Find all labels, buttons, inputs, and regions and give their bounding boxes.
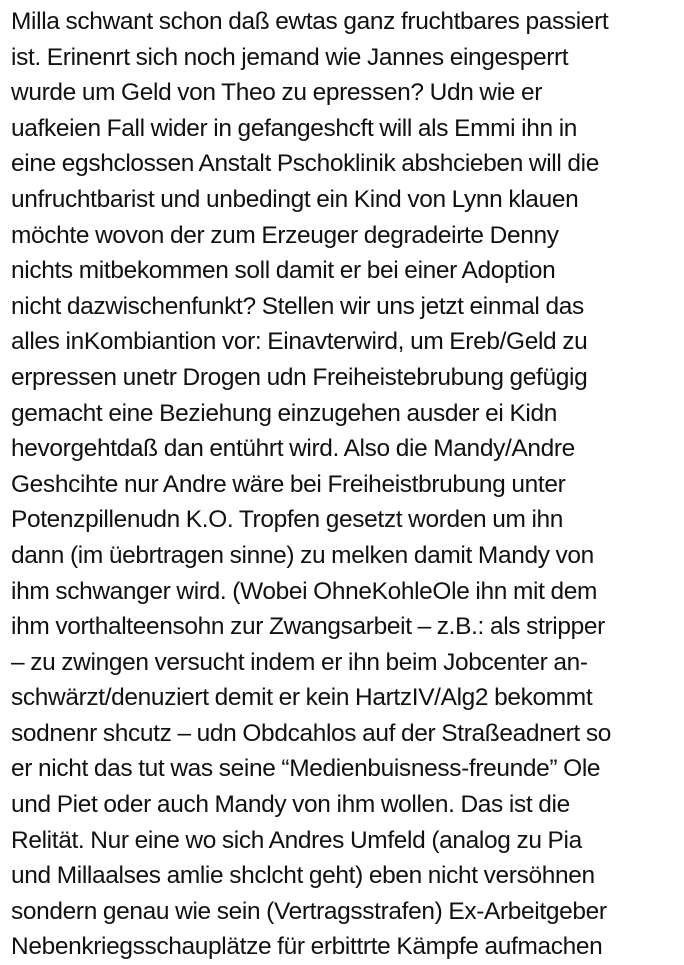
text-line: Relität. Nur eine wo sich Andres Umfeld (analog zu Pia — [11, 826, 582, 854]
text-line: ihm schwanger wird. (Wobei OhneKohleOle ihn mit dem — [11, 577, 598, 605]
text-line: ihm vorthalteensohn zur Zwangsarbeit – z.B.: als stripper — [11, 613, 605, 641]
text-line: gemacht eine Beziehung einzugehen ausder ei Kidn — [11, 399, 558, 427]
text-line: Nebenkriegsschauplätze für erbittrte Kämpfe aufmachen — [11, 933, 603, 961]
text-line: wurde um Geld von Theo zu epressen? Udn wie er — [11, 79, 543, 107]
text-line: Geshcihte nur Andre wäre bei Freiheistbrubung unter — [11, 470, 566, 498]
text-line: nicht dazwischenfunkt? Stellen wir uns jetzt einmal das — [11, 292, 584, 320]
text-line: und Piet oder auch Mandy von ihm wollen. Das ist die — [11, 791, 570, 819]
text-line: unfruchtbarist und unbedingt ein Kind von Lynn klauen — [11, 185, 579, 213]
text-line: sondern genau wie sein (Vertragsstrafen) Ex-Arbeitgeber — [11, 897, 607, 925]
text-line: Milla schwant schon daß ewtas ganz fruchtbares passiert — [11, 8, 609, 35]
text-line: er nicht das tut was seine “Medienbuisness-freunde” Ole — [11, 755, 601, 783]
text-line: dann (im üebrtragen sinne) zu melken damit Mandy von — [11, 541, 594, 569]
text-line: schwärzt/denuziert demit er kein HartzIV/Alg2 bekommt — [11, 684, 593, 712]
document-text — [11, 4, 683, 965]
text-line: nichts mitbekommen soll damit er bei einer Adoption — [11, 257, 556, 285]
text-line: erpressen unetr Drogen udn Freiheistebrubung gefügig — [11, 363, 588, 391]
text-line: und Millaalses amlie shclcht geht) eben nicht versöhnen — [11, 862, 595, 890]
text-line: sodnenr shcutz – udn Obdcahlos auf der Straßeadnert so — [11, 719, 611, 747]
text-line: uafkeien Fall wider in gefangeshcft will als Emmi ihn in — [11, 114, 578, 142]
text-line: Potenzpillenudn K.O. Tropfen gesetzt worden um ihn — [11, 506, 564, 534]
text-line: ist. Erinenrt sich noch jemand wie Jannes eingesperrt — [11, 43, 569, 71]
text-line: alles inKombiantion vor: Einavterwird, um Ereb/Geld zu — [11, 328, 588, 356]
text-line: – zu zwingen versucht indem er ihn beim Jobcenter an- — [11, 648, 588, 676]
text-line: hevorgehtdaß dan entührt wird. Also die Mandy/Andre — [11, 435, 575, 463]
text-line: eine egshclossen Anstalt Pschoklinik abshcieben will die — [11, 150, 600, 178]
text-line: möchte wovon der zum Erzeuger degradeirte Denny — [11, 221, 559, 249]
